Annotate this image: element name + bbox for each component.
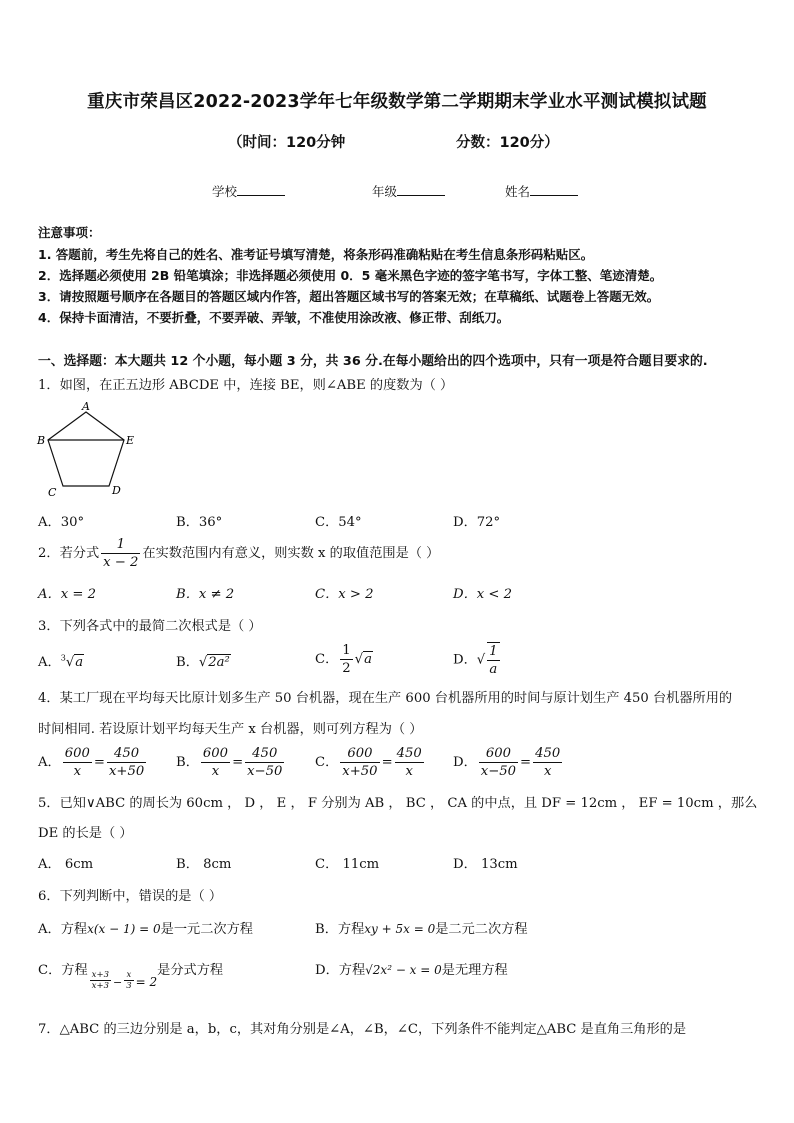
q2-option-c[interactable]: C．x > 2 (315, 587, 374, 602)
q3-option-b[interactable]: B．√2a² (176, 655, 230, 670)
q6-option-d[interactable] (315, 959, 508, 978)
q3-option-c-fraction (340, 642, 352, 677)
q4-option-b-label: B． (176, 755, 199, 770)
q1-option-c[interactable]: C．54° (315, 515, 362, 530)
q4-option-d[interactable]: D． $\frac{600}{x-50}$ = $\frac{450}{x}$ (453, 746, 561, 779)
q3-option-a-label: A． (38, 655, 61, 670)
note-item: 4．保持卡面清洁，不要折叠，不要弄破、弄皱，不准使用涂改液、修正带、刮纸刀。 (38, 310, 510, 325)
q4-option-c[interactable]: C． $\frac{600}{x+50}$ = $\frac{450}{x}$ (315, 746, 422, 779)
q4-d-right-den: x (543, 764, 552, 779)
q3-option-d[interactable]: D．√ $\frac{1}{a}$ (453, 644, 498, 677)
q4-d-right-num: 450 (535, 746, 561, 761)
note-item: 2．选择题必须使用 2B 铅笔填涂；非选择题必须使用 0．5 毫米黑色字迹的签字笔书写，字体工整、笔迹清楚。 (38, 268, 663, 283)
q4-a-right-den: x+50 (108, 764, 145, 779)
question-3-stem: 3．下列各式中的最简二次根式是（ ） (38, 619, 262, 634)
q1-option-b[interactable]: B．36° (176, 515, 223, 530)
vertex-label-c: C (48, 486, 57, 499)
q3-option-d-num: 1 (489, 644, 498, 659)
page-title: 重庆市荣昌区2022-2023学年七年级数学第二学期期末学业水平测试模拟试题 (87, 92, 707, 112)
q3-option-d-fraction (487, 642, 499, 678)
q3-option-d-label: D． (453, 652, 477, 668)
q3-option-a-radicand: a (75, 655, 84, 670)
q5-option-c[interactable]: C． 11cm (315, 857, 380, 872)
q2-frac-den: x − 2 (103, 555, 139, 570)
q6-b-math: xy + 5x = 0 (364, 922, 436, 936)
notes-title: 注意事项： (38, 225, 101, 240)
q4-d-left-num: 600 (479, 745, 518, 763)
q4-b-right-num: 450 (245, 745, 284, 763)
q3-option-c-num: 1 (342, 643, 351, 658)
q6-c-f2-num: x (124, 970, 133, 981)
question-4-line-2: 时间相同. 若设原计划平均每天生产 x 台机器，则可列方程为（ ） (38, 722, 423, 737)
q4-c-left-den: x+50 (342, 764, 378, 779)
q6-option-c[interactable] (38, 959, 223, 991)
q4-option-a[interactable]: A． $\frac{600}{x}$ = $\frac{450}{x+50}$ (38, 746, 145, 779)
score-label: 分数：120分） (456, 135, 559, 151)
q5-option-b[interactable]: B． 8cm (176, 857, 232, 872)
q6-c-f1-num: x+3 (91, 970, 109, 980)
q1-option-a[interactable]: A．30° (38, 515, 85, 530)
name-label: 姓名 (505, 184, 531, 199)
q3-option-b-radicand: 2a² (208, 655, 230, 670)
q2-stem-post: 在实数范围内有意义，则实数 x 的取值范围是（ ） (142, 546, 440, 561)
q6-a-post: 是一元二次方程 (160, 922, 253, 937)
question-1-stem: 1．如图，在正五边形 ABCDE 中，连接 BE，则∠ABE 的度数为（ ） (38, 378, 454, 393)
name-field[interactable] (505, 182, 578, 200)
q6-a-math: x(x − 1) = 0 (87, 922, 161, 936)
school-field[interactable] (212, 182, 285, 200)
q4-b-left-den: x (211, 764, 220, 779)
note-item: 3．请按照题号顺序在各题目的答题区域内作答，超出答题区域书写的答案无效；在草稿纸、试题卷上答题无效。 (38, 289, 660, 304)
q3-option-c[interactable]: C． $\frac{1}{2}$ √a (315, 643, 372, 676)
q4-option-d-label: D． (453, 755, 477, 770)
school-blank[interactable] (237, 183, 285, 196)
q6-b-post: 是二元二次方程 (435, 922, 528, 937)
question-5-line-2: DE 的长是（ ） (38, 826, 133, 841)
q3-option-c-den: 2 (342, 661, 351, 676)
q4-b-right-den: x−50 (247, 764, 283, 779)
q3-option-c-label: C． (315, 652, 339, 667)
q3-option-c-radicand: a (364, 652, 372, 667)
q6-c-f1-den: x+3 (91, 981, 109, 991)
q2-stem-pre: 2．若分式 (38, 546, 100, 561)
q4-c-right-den: x (405, 764, 413, 779)
grade-label: 年级 (372, 184, 398, 199)
q4-option-b[interactable]: B． $\frac{600}{x}$ = $\frac{450}{x-50}$ (176, 746, 283, 779)
vertex-label-d: D (112, 484, 121, 497)
q3-option-a[interactable]: A．$^3$√a (38, 653, 84, 670)
pentagon-figure (34, 400, 144, 500)
q4-a-right-num: 450 (107, 745, 146, 763)
q6-d-pre: D．方程 (315, 963, 366, 978)
q6-d-math: √2x² − x = 0 (365, 963, 442, 977)
q1-option-d[interactable]: D．72° (453, 515, 501, 530)
q4-option-c-label: C． (315, 755, 339, 770)
q4-option-a-label: A． (38, 755, 61, 770)
q3-option-b-label: B． (176, 655, 199, 670)
vertex-label-b: B (37, 434, 46, 447)
grade-field[interactable] (372, 182, 445, 200)
q2-option-b[interactable]: B．x ≠ 2 (176, 587, 235, 602)
q5-option-a[interactable]: A． 6cm (38, 857, 94, 872)
q6-c-post: 是分式方程 (157, 963, 224, 978)
q4-a-left-den: x (73, 764, 82, 779)
pentagon-shape (48, 412, 124, 486)
q2-fraction (101, 536, 140, 571)
q6-b-pre: B．方程 (315, 922, 365, 937)
q2-frac-num: 1 (101, 536, 140, 554)
q2-option-a[interactable]: A．x = 2 (38, 587, 96, 602)
q4-a-left-num: 600 (64, 746, 90, 761)
q2-option-d[interactable]: D．x < 2 (453, 587, 513, 602)
q4-d-left-den: x−50 (480, 764, 517, 779)
vertex-label-a: A (82, 400, 90, 413)
question-5-line-1: 5．已知∨ABC 的周长为 60cm ， D ， E ， F 分别为 AB ， BC ， CA 的中点，且 DF = 12cm ， EF = 10cm ，那么 (38, 796, 758, 811)
q5-option-d[interactable]: D． 13cm (453, 857, 518, 872)
question-6-stem: 6．下列判断中，错误的是（ ） (38, 889, 223, 904)
q3-option-d-den: a (489, 662, 498, 677)
school-label: 学校 (212, 184, 238, 199)
q4-c-right-num: 450 (396, 746, 422, 761)
question-2-stem (38, 536, 439, 571)
name-blank[interactable] (530, 183, 578, 196)
q6-option-b[interactable] (315, 918, 528, 937)
question-7-stem: 7．△ABC 的三边分别是 a，b，c，其对角分别是∠A，∠B，∠C，下列条件不能判定△ABC 是直角三角形的是 (38, 1022, 687, 1037)
q6-option-a[interactable] (38, 918, 253, 937)
note-item: 1. 答题前，考生先将自己的姓名、准考证号填写清楚，将条形码准确粘贴在考生信息条形码粘贴区。 (38, 247, 594, 262)
vertex-label-e: E (126, 434, 135, 447)
q6-c-pre: C．方程 (38, 963, 88, 978)
q6-a-pre: A．方程 (38, 922, 88, 937)
q4-b-left-num: 600 (202, 746, 229, 761)
question-4-line-1: 4．某工厂现在平均每天比原计划多生产 50 台机器，现在生产 600 台机器所用的时间与原计划生产 450 台机器所用的 (38, 691, 733, 706)
grade-blank[interactable] (397, 183, 445, 196)
q3-option-a-index: 3 (60, 653, 66, 663)
section-heading: 一、选择题：本大题共 12 个小题，每小题 3 分，共 36 分.在每小题给出的四个选项中，只有一项是符合题目要求的. (38, 354, 708, 369)
q4-c-left-num: 600 (340, 745, 379, 763)
q6-d-post: 是无理方程 (441, 963, 508, 978)
q6-c-f2-den: 3 (126, 981, 132, 991)
q6-c-minus: − (112, 976, 123, 989)
q6-c-eq: = 2 (135, 975, 158, 989)
time-label: （时间：120分钟 (228, 135, 346, 151)
